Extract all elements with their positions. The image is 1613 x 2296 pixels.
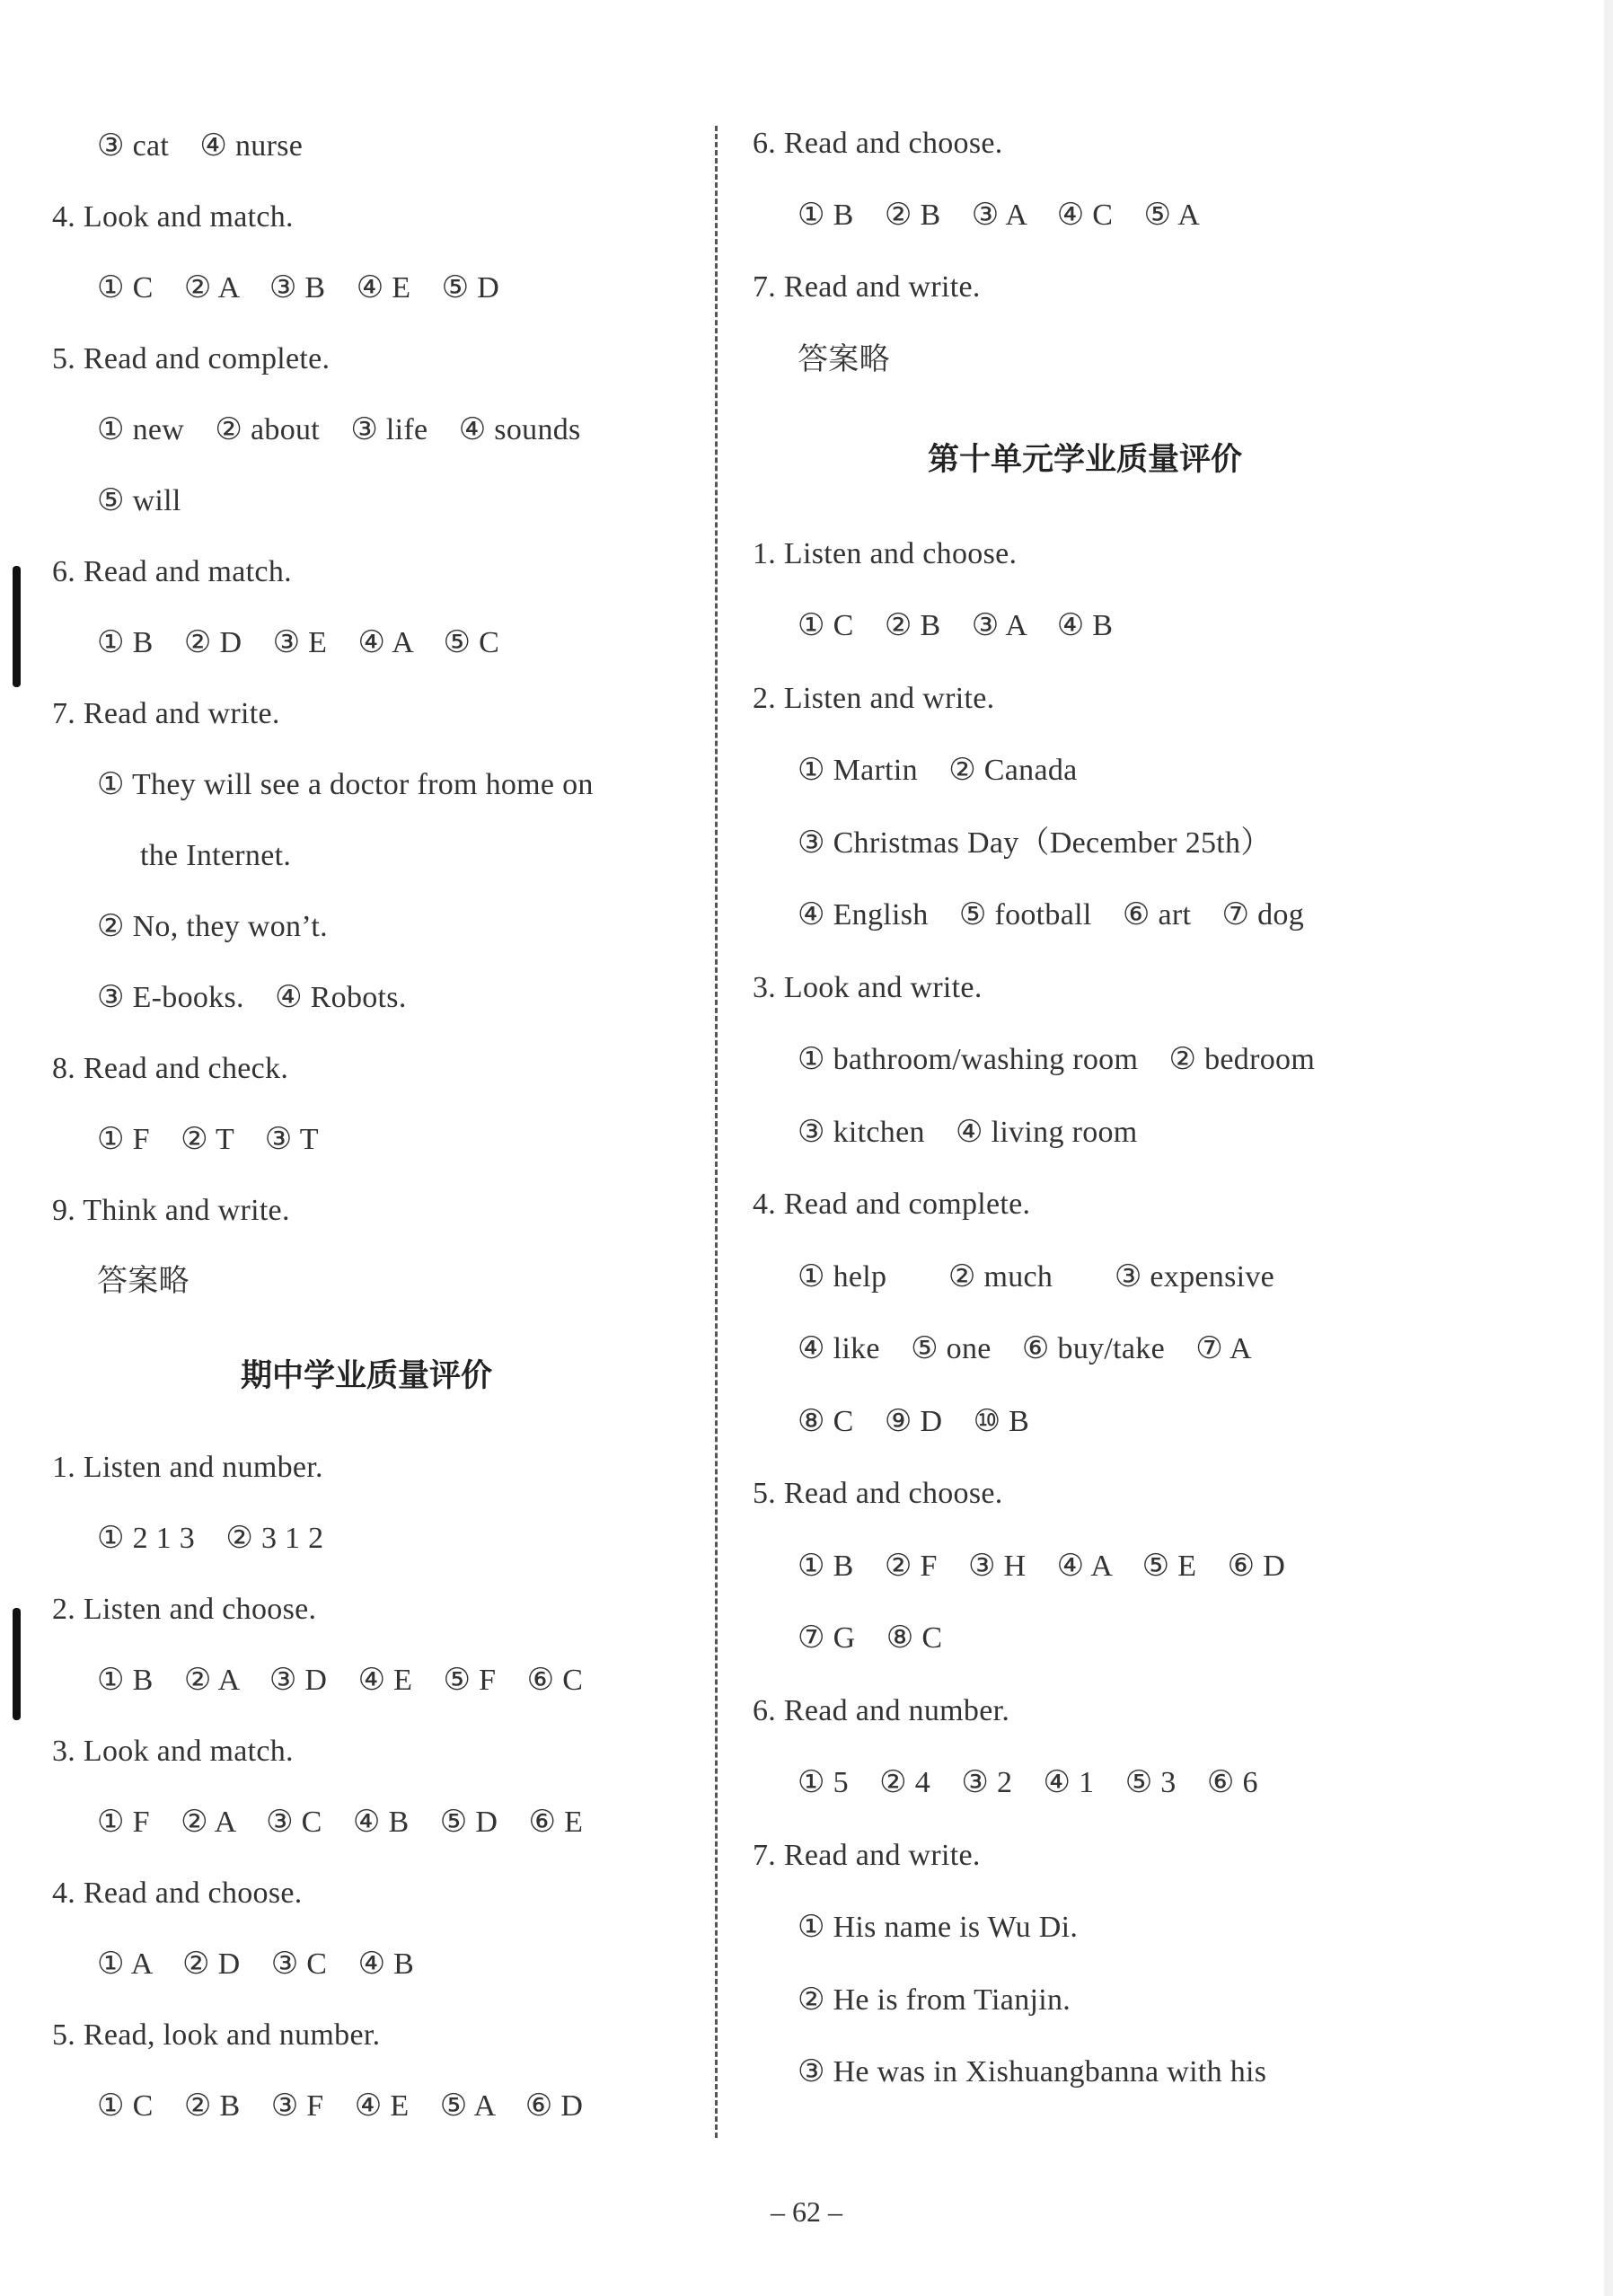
- answer-line: ④ English ⑤ football ⑥ art ⑦ dog: [798, 898, 1305, 932]
- answer-omitted: 答案略: [798, 341, 890, 377]
- question-heading: 6. Read and match.: [52, 555, 292, 588]
- answer-line: ② He is from Tianjin.: [798, 1983, 1071, 2017]
- answer-line: ① new ② about ③ life ④ sounds: [97, 413, 581, 446]
- question-heading: 8. Read and check.: [52, 1052, 289, 1085]
- answer-line: ① F ② A ③ C ④ B ⑤ D ⑥ E: [97, 1806, 584, 1839]
- section-title: 第十单元学业质量评价: [927, 442, 1242, 478]
- question-heading: 3. Look and write.: [753, 971, 983, 1004]
- answer-line-continued: the Internet.: [140, 839, 292, 872]
- question-heading: 5. Read, look and number.: [52, 2018, 381, 2052]
- question-heading: 5. Read and choose.: [753, 1477, 1003, 1510]
- question-heading: 7. Read and write.: [52, 697, 280, 730]
- answer-line: ① 2 1 3 ② 3 1 2: [97, 1522, 324, 1555]
- answer-line: ③ kitchen ④ living room: [798, 1116, 1138, 1149]
- answer-line: ① 5 ② 4 ③ 2 ④ 1 ⑤ 3 ⑥ 6: [798, 1766, 1258, 1799]
- answer-line: ② No, they won’t.: [97, 910, 328, 943]
- question-heading: 1. Listen and number.: [52, 1451, 323, 1484]
- answer-line: ⑦ G ⑧ C: [798, 1621, 943, 1655]
- answer-line: ① help ② much ③ expensive: [798, 1260, 1275, 1294]
- answer-line: ① C ② A ③ B ④ E ⑤ D: [97, 271, 500, 305]
- answer-line: ① B ② F ③ H ④ A ⑤ E ⑥ D: [798, 1550, 1286, 1583]
- column-divider: [715, 126, 718, 2138]
- question-heading: 2. Listen and choose.: [52, 1593, 317, 1626]
- answer-line: ⑧ C ⑨ D ⑩ B: [798, 1405, 1030, 1438]
- question-heading: 6. Read and choose.: [753, 127, 1003, 160]
- question-heading: 9. Think and write.: [52, 1194, 290, 1227]
- answer-line: ⑤ will: [97, 484, 181, 517]
- question-heading: 4. Look and match.: [52, 200, 294, 234]
- answer-line: ③ cat ④ nurse: [97, 129, 304, 163]
- answer-line: ① F ② T ③ T: [97, 1123, 319, 1156]
- question-heading: 4. Read and choose.: [52, 1877, 303, 1910]
- answer-line: ① His name is Wu Di.: [798, 1911, 1079, 1944]
- binding-mark: [13, 566, 21, 687]
- answer-line: ① They will see a doctor from home on: [97, 768, 594, 801]
- binding-mark: [13, 1608, 21, 1720]
- answer-line: ① bathroom/washing room ② bedroom: [798, 1043, 1316, 1076]
- question-heading: 7. Read and write.: [753, 270, 981, 304]
- question-heading: 1. Listen and choose.: [753, 537, 1018, 570]
- page-number: – 62 –: [771, 2195, 842, 2228]
- answer-line: ③ He was in Xishuangbanna with his: [798, 2055, 1267, 2088]
- answer-line: ④ like ⑤ one ⑥ buy/take ⑦ A: [798, 1332, 1252, 1365]
- question-heading: 5. Read and complete.: [52, 342, 331, 375]
- answer-line: ① A ② D ③ C ④ B: [97, 1947, 415, 1981]
- section-title: 期中学业质量评价: [240, 1358, 492, 1394]
- answer-line: ③ Christmas Day（December 25th）: [798, 826, 1272, 860]
- question-heading: 3. Look and match.: [52, 1735, 294, 1768]
- answer-line: ① B ② A ③ D ④ E ⑤ F ⑥ C: [97, 1664, 584, 1697]
- answer-line: ③ E-books. ④ Robots.: [97, 981, 407, 1014]
- question-heading: 4. Read and complete.: [753, 1188, 1031, 1221]
- question-heading: 6. Read and number.: [753, 1694, 1010, 1727]
- answer-line: ① C ② B ③ A ④ B: [798, 609, 1114, 642]
- answer-line: ① B ② D ③ E ④ A ⑤ C: [97, 626, 500, 659]
- answer-line: ① B ② B ③ A ④ C ⑤ A: [798, 199, 1201, 232]
- page-edge: [1604, 0, 1613, 2296]
- answer-omitted: 答案略: [97, 1263, 190, 1299]
- question-heading: 2. Listen and write.: [753, 682, 995, 715]
- answer-line: ① C ② B ③ F ④ E ⑤ A ⑥ D: [97, 2089, 584, 2123]
- answer-line: ① Martin ② Canada: [798, 754, 1078, 787]
- question-heading: 7. Read and write.: [753, 1839, 981, 1872]
